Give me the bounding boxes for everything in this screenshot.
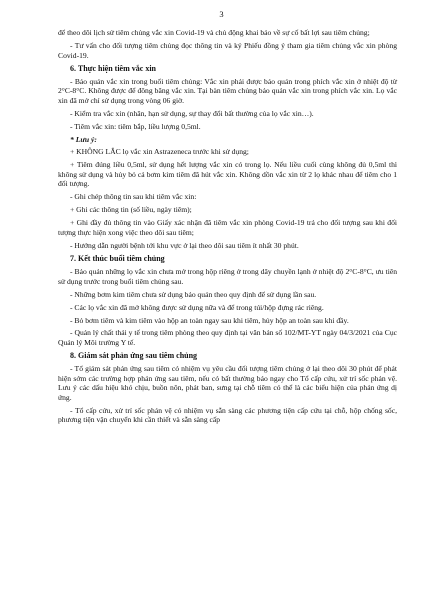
paragraph: - Bảo quản những lọ vắc xin chưa mở trong hộp riêng ở trong dây chuyền lạnh ở nhiệt độ 2°C-8°C, ưu tiên sử dụng trước trong buổi tiêm chủng sau.: [58, 266, 397, 286]
paragraph: - Các lọ vắc xin đã mở không được sử dụng nữa và để trong túi/hộp đựng rác riêng.: [70, 302, 324, 312]
paragraph: - Ghi chép thông tin sau khi tiêm vắc xin:: [70, 192, 197, 202]
paragraph: - Tư vấn cho đối tượng tiêm chủng đọc thông tin và ký Phiếu đồng ý tham gia tiêm chủng vắc xin phòng Covid-19.: [58, 40, 397, 60]
paragraph: - Bỏ bơm tiêm và kim tiêm vào hộp an toàn ngay sau khi tiêm, hủy hộp an toàn sau khi đầy.: [70, 315, 349, 325]
section-heading-7: 7. Kết thúc buổi tiêm chủng: [70, 253, 165, 263]
paragraph: - Kiểm tra vắc xin (nhãn, hạn sử dụng, sự thay đổi bất thường của lọ vắc xin…).: [70, 108, 314, 118]
section-heading-6: 6. Thực hiện tiêm vắc xin: [70, 63, 156, 73]
note-label: * Lưu ý:: [70, 134, 97, 144]
paragraph: + Ghi các thông tin (số liều, ngày tiêm);: [70, 205, 192, 215]
paragraph: - Quản lý chất thải y tế trong tiêm phòng theo quy định tại văn bản số 102/MT-YT ngày 04/3/2021 của Cục Quản lý Môi trường Y tế.: [58, 328, 397, 348]
paragraph: + Tiêm đúng liều 0,5ml, sử dụng hết lượng vắc xin có trong lọ. Nếu liều cuối cùng không đủ 0,5ml thì không sử dụng và hủy bỏ cả bơm kim tiêm đã hút vắc xin. Không dồn vắc xin từ 2 lọ khác nhau để tiêm cho 1 đối tượng.: [58, 160, 397, 189]
section-heading-8: 8. Giám sát phản ứng sau tiêm chủng: [70, 351, 198, 361]
paragraph: để theo dõi lịch sử tiêm chủng vắc xin Covid-19 và chủ động khai báo về sự cố bất lợi sau tiêm chủng;: [58, 28, 370, 37]
paragraph: - Những bơm kim tiêm chưa sử dụng bảo quản theo quy định để sử dụng lần sau.: [70, 289, 317, 299]
paragraph: - Tổ cấp cứu, xử trí sốc phản vệ có nhiệm vụ sẵn sàng các phương tiện cấp cứu tại chỗ, hộp chống sốc, phương tiện vận chuyển khi cần thiết và sẵn sàng cấp: [58, 405, 397, 425]
paragraph: - Tổ giám sát phản ứng sau tiêm có nhiệm vụ yêu cầu đối tượng tiêm chủng ở lại theo dõi 30 phút để phát hiện sớm các trường hợp phản ứng sau tiêm, nếu có bất thường báo ngay cho Tổ cấp cứu, xử trí sốc phản vệ. Lưu ý các dấu hiệu khó chịu, buồn nôn, phát ban, sưng tại chỗ tiêm có thể là các biểu hiện của phản ứng dị ứng.: [58, 364, 397, 402]
paragraph: + KHÔNG LẮC lọ vắc xin Astrazeneca trước khi sử dụng;: [70, 147, 249, 157]
page-number: 3: [219, 9, 224, 19]
paragraph: - Tiêm vắc xin: tiêm bắp, liều lượng 0,5ml.: [70, 121, 201, 131]
document-body: [58, 28, 397, 428]
paragraph: - Hướng dẫn người bệnh tới khu vực ở lại theo dõi sau tiêm ít nhất 30 phút.: [70, 240, 299, 250]
paragraph: - Bảo quản vắc xin trong buổi tiêm chủng: Vắc xin phải được bảo quản trong phích vắc xin ở nhiệt độ từ 2°C-8°C. Không được để đông băng vắc xin. Tại bàn tiêm chủng bảo quản vắc xin trong phích vắc xin. Lọ vắc xin đã mở chỉ sử dụng trong vòng 06 giờ.: [58, 76, 397, 105]
paragraph: + Ghi đầy đủ thông tin vào Giấy xác nhận đã tiêm vắc xin phòng Covid-19 trả cho đối tượng sau khi đối tượng thực hiện xong việc theo dõi sau tiêm;: [58, 218, 397, 237]
